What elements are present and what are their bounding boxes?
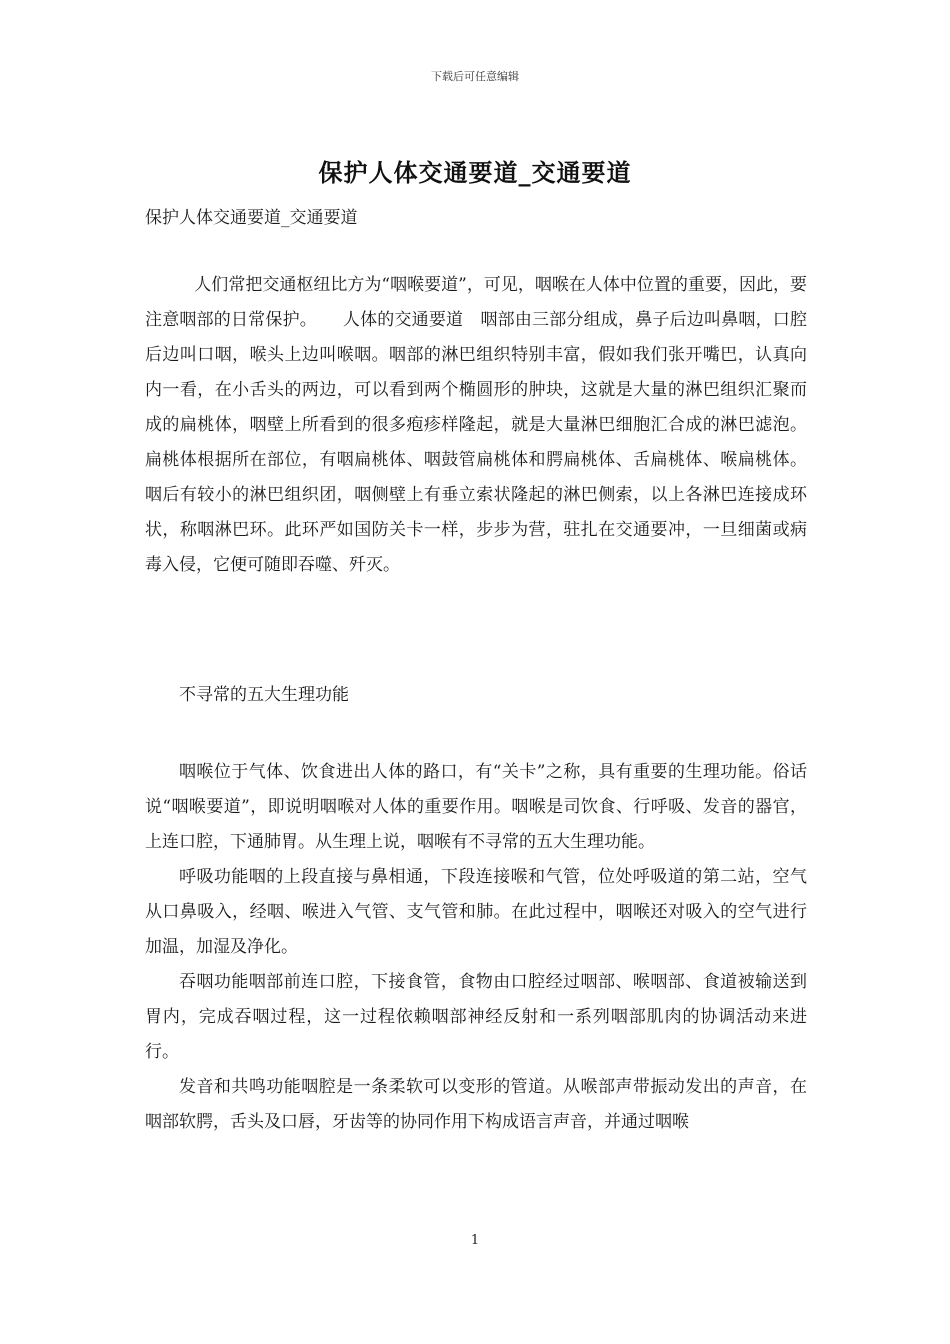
body-paragraph: 发音和共鸣功能咽腔是一条柔软可以变形的管道。从喉部声带振动发出的声音，在咽部软腭，舌头及口唇，牙齿等的协同作用下构成语言声音，并通过咽喉 — [145, 1077, 807, 1132]
intro-paragraph: 人们常把交通枢纽比方为“咽喉要道”，可见，咽喉在人体中位置的重要，因此，要注意咽部的日常保护。 人体的交通要道 咽部由三部分组成，鼻子后边叫鼻咽，口腔后边叫口咽，喉头上边叫喉咽。咽部的淋巴组织特别丰富，假如我们张开嘴巴，认真向内一看，在小舌头的两边，可以看到两个椭圆形的肿块，这就是大量的淋巴组织汇聚而成的扁桃体，咽壁上所看到的很多疱疹样隆起，就是大量淋巴细胞汇合成的淋巴滤泡。扁桃体根据所在部位，有咽扁桃体、咽鼓管扁桃体和腭扁桃体、舌扁桃体、喉扁桃体。咽后有较小的淋巴组织团，咽侧壁上有垂立索状隆起的淋巴侧索，以上各淋巴连接成环状，称咽淋巴环。此环严如国防关卡一样，步步为营，驻扎在交通要冲，一旦细菌或病毒入侵，它便可随即吞噬、歼灭。 — [145, 275, 807, 575]
body-paragraph: 吞咽功能咽部前连口腔，下接食管，食物由口腔经过咽部、喉咽部、食道被输送到胃内，完成吞咽过程，这一过程依赖咽部神经反射和一系列咽部肌肉的协调活动来进行。 — [145, 972, 807, 1062]
body-paragraph: 呼吸功能咽的上段直接与鼻相通，下段连接喉和气管，位处呼吸道的第二站，空气从口鼻吸入，经咽、喉进入气管、支气管和肺。在此过程中，咽喉还对吸入的空气进行加温，加湿及净化。 — [145, 867, 807, 957]
document-subtitle: 保护人体交通要道_交通要道 — [145, 208, 358, 228]
body-paragraph: 咽喉位于气体、饮食进出人体的路口，有“关卡”之称，具有重要的生理功能。俗话说“咽喉要道”，即说明咽喉对人体的重要作用。咽喉是司饮食、行呼吸、发音的器官，上连口腔，下通肺胃。从生理上说，咽喉有不寻常的五大生理功能。 — [145, 762, 807, 852]
header-note: 下载后可任意编辑 — [431, 70, 519, 83]
intro-section — [145, 268, 807, 583]
document-title: 保护人体交通要道_交通要道 — [318, 158, 632, 187]
main-section — [145, 755, 807, 1140]
section-heading: 不寻常的五大生理功能 — [179, 685, 349, 705]
page-number: 1 — [470, 1233, 480, 1248]
section-heading-block — [145, 678, 807, 713]
